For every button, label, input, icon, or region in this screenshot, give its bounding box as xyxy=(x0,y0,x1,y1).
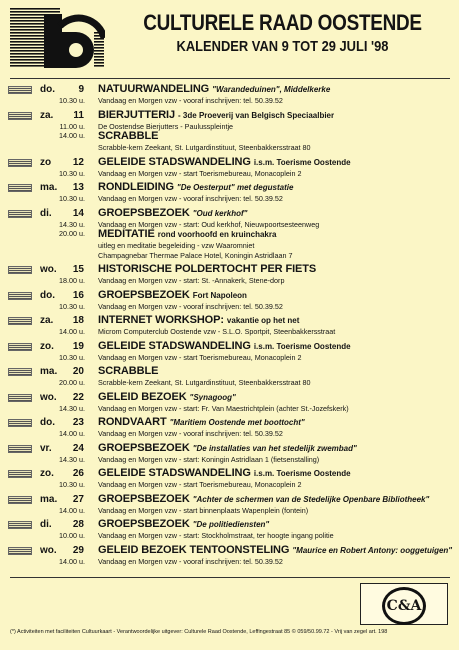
event-title xyxy=(98,493,429,505)
event-date: 18 xyxy=(72,315,84,326)
event-title xyxy=(98,442,357,454)
event-header xyxy=(8,494,452,506)
event-header xyxy=(8,264,452,276)
event-title-detail: "Maurice en Robert Antony: ooggetuigen" xyxy=(292,545,453,555)
event-title xyxy=(98,181,293,193)
event-detail-row xyxy=(8,229,452,241)
event-header xyxy=(8,366,452,378)
event-detail-row xyxy=(8,429,452,439)
event-title-main: MEDITATIE xyxy=(98,228,155,240)
event-detail-row xyxy=(8,251,452,261)
event-detail: Scrabble-kern Zeekant, St. Lutgardinstituut, Steenbakkersstraat 80 xyxy=(98,143,311,152)
event-day: za. xyxy=(40,109,54,121)
event-item xyxy=(8,84,452,106)
checkbox-marker-icon xyxy=(8,86,32,94)
checkbox-marker-icon xyxy=(8,317,32,325)
event-item xyxy=(8,290,452,312)
event-item xyxy=(8,157,452,179)
event-day: do. xyxy=(40,84,55,95)
event-header xyxy=(8,110,452,122)
event-detail: Vandaag en Morgen vzw - vooraf inschrijven: tel. 50.39.52 xyxy=(98,194,283,203)
event-title-main: SCRABBLE xyxy=(98,365,159,377)
event-title xyxy=(98,544,452,556)
checkbox-marker-icon xyxy=(8,159,32,167)
event-detail: Vandaag en Morgen vzw - start: St. -Annakerk, Stene-dorp xyxy=(98,276,285,285)
event-time: 10.30 u. xyxy=(59,301,85,311)
event-item xyxy=(8,315,452,337)
event-time: 14.00 u. xyxy=(59,429,85,438)
event-header xyxy=(8,290,452,302)
event-title xyxy=(98,365,158,377)
event-header xyxy=(8,208,452,220)
event-time: 14.30 u. xyxy=(59,219,85,229)
event-detail-row xyxy=(8,131,452,143)
sponsor-box xyxy=(360,583,448,625)
event-header xyxy=(8,157,452,169)
event-detail-row xyxy=(8,96,452,106)
checkbox-marker-icon xyxy=(8,184,32,192)
checkbox-marker-icon xyxy=(8,343,32,351)
event-item xyxy=(8,443,452,465)
ca-logo: C&A xyxy=(382,587,426,625)
event-title-main: GELEIDE STADSWANDELING xyxy=(98,467,251,479)
event-item xyxy=(8,264,452,286)
event-day: ma. xyxy=(40,366,58,377)
event-time: 10.30 u. xyxy=(59,480,85,489)
event-time: 20.00 u. xyxy=(59,229,85,238)
event-date: 12 xyxy=(72,156,84,168)
event-title-main: GELEIDE STADSWANDELING xyxy=(98,339,251,352)
event-detail-row xyxy=(8,480,452,490)
page-title: CULTURELE RAAD OOSTENDE xyxy=(143,10,422,35)
checkbox-marker-icon xyxy=(8,470,32,478)
event-date: 11 xyxy=(73,109,84,121)
event-title-main: GROEPSBEZOEK xyxy=(98,206,190,219)
event-detail-row xyxy=(8,241,452,251)
event-date: 26 xyxy=(72,468,84,479)
event-title xyxy=(98,207,247,219)
event-header xyxy=(8,545,452,557)
event-title-main: NATUURWANDELING xyxy=(98,83,210,95)
event-date: 9 xyxy=(78,84,84,95)
event-date: 14 xyxy=(72,207,84,219)
event-item xyxy=(8,341,452,363)
event-item xyxy=(8,366,452,388)
event-detail-row xyxy=(8,506,452,516)
event-detail-row xyxy=(8,531,452,541)
event-detail: Scrabble-kern Zeekant, St. Lutgardinstituut, Steenbakkersstraat 80 xyxy=(98,378,311,387)
event-detail: Vandaag en Morgen vzw - start Toerismebureau, Monacoplein 2 xyxy=(98,352,302,362)
checkbox-marker-icon xyxy=(8,445,32,453)
event-day: zo xyxy=(40,156,52,168)
event-detail: Champagnebar Thermae Palace Hotel, Koningin Astridlaan 7 xyxy=(98,250,293,260)
event-title-main: BIERJUTTERIJ xyxy=(98,108,176,121)
event-day: ma. xyxy=(40,182,58,193)
event-header xyxy=(8,392,452,404)
event-header xyxy=(8,519,452,531)
event-header xyxy=(8,182,452,194)
event-title-detail: i.s.m. Toerisme Oostende xyxy=(253,341,351,351)
event-detail-row xyxy=(8,194,452,204)
event-detail: Vandaag en Morgen vzw - start: Oud kerkhof, Nieuwpoortsesteenweg xyxy=(98,219,320,229)
event-date: 16 xyxy=(72,289,84,301)
event-date: 27 xyxy=(72,493,84,505)
event-time: 18.00 u. xyxy=(59,276,85,285)
event-title-detail: "Synagoog" xyxy=(189,392,236,402)
event-title-detail: "De Oesterput" met degustatie xyxy=(176,183,294,192)
event-detail-row xyxy=(8,378,452,388)
event-title-main: SCRABBLE xyxy=(98,130,159,142)
event-item xyxy=(8,468,452,490)
event-header xyxy=(8,341,452,353)
event-day: do. xyxy=(40,289,55,301)
event-detail-row xyxy=(8,455,452,465)
event-date: 23 xyxy=(72,417,84,428)
event-title xyxy=(98,467,351,479)
divider xyxy=(10,577,450,578)
checkbox-marker-icon xyxy=(8,112,32,120)
event-detail: De Oostendse Bierjutters - Paulusspleintje xyxy=(98,121,234,131)
event-day: zo. xyxy=(40,468,54,479)
event-detail-row xyxy=(8,276,452,286)
event-date: 15 xyxy=(72,264,84,275)
event-date: 29 xyxy=(72,544,84,556)
event-title xyxy=(98,314,299,326)
event-time: 14.00 u. xyxy=(59,327,85,336)
event-item xyxy=(8,392,452,414)
event-item xyxy=(8,519,452,541)
event-day: di. xyxy=(40,207,52,219)
event-item xyxy=(8,110,452,153)
event-detail: Vandaag en Morgen vzw - start: Stockholmstraat, ter hoogte ingang politie xyxy=(98,531,334,540)
event-detail: Microm Computerclub Oostende vzw - S.L.O. Sportpit, Steenbakkersstraat xyxy=(98,327,336,336)
event-time: 14.00 u. xyxy=(59,131,85,140)
event-time: 20.00 u. xyxy=(59,378,85,387)
event-list xyxy=(8,84,452,570)
checkbox-marker-icon xyxy=(8,292,32,300)
event-header xyxy=(8,315,452,327)
event-day: ma. xyxy=(40,493,58,505)
event-title-detail: "Warandeduinen", Middelkerke xyxy=(212,85,331,94)
event-day: za. xyxy=(40,315,54,326)
checkbox-marker-icon xyxy=(8,210,32,218)
event-title xyxy=(98,518,269,530)
event-time: 10.30 u. xyxy=(59,96,85,105)
event-date: 20 xyxy=(72,366,84,377)
event-title-detail: - 3de Proeverij van Belgisch Speciaalbier xyxy=(178,110,335,120)
event-time: 11.00 u. xyxy=(59,121,85,131)
event-header xyxy=(8,443,452,455)
event-title-main: RONDLEIDING xyxy=(98,181,174,193)
event-detail: Vandaag en Morgen vzw - vooraf inschrijven: tel. 50.39.52 xyxy=(98,429,283,438)
event-day: wo. xyxy=(40,544,57,556)
event-header xyxy=(8,468,452,480)
event-title-detail: "Oud kerkhof" xyxy=(192,208,248,218)
event-title-main: HISTORISCHE POLDERTOCHT PER FIETS xyxy=(98,263,317,275)
event-detail: Vandaag en Morgen vzw - start: Fr. Van Maestrichtplein (achter St.-Jozefskerk) xyxy=(98,403,349,413)
header xyxy=(10,8,450,76)
event-title-detail: "Achter de schermen van de Stedelijke Openbare Bibliotheek" xyxy=(192,494,430,504)
culturele-raad-logo xyxy=(10,8,105,68)
event-detail: Vandaag en Morgen vzw - start Toerismebureau, Monacoplein 2 xyxy=(98,168,302,178)
event-title xyxy=(98,156,351,168)
checkbox-marker-icon xyxy=(8,394,32,402)
page-subtitle: KALENDER VAN 9 TOT 29 JULI '98 xyxy=(176,38,389,55)
event-title-main: GROEPSBEZOEK xyxy=(98,492,190,505)
event-time: 14.30 u. xyxy=(59,403,85,413)
event-day: di. xyxy=(40,519,52,530)
event-title-detail: "Maritiem Oostende met boottocht" xyxy=(169,418,305,427)
divider xyxy=(10,78,450,79)
event-time: 10.30 u. xyxy=(59,194,85,203)
event-title-main: GELEID BEZOEK xyxy=(98,390,187,403)
event-title-detail: i.s.m. Toerisme Oostende xyxy=(253,157,351,167)
event-title xyxy=(98,83,330,95)
event-date: 22 xyxy=(72,391,84,403)
event-date: 13 xyxy=(72,182,84,193)
event-title xyxy=(98,340,351,352)
event-time: 14.00 u. xyxy=(59,505,85,515)
event-title-main: RONDVAART xyxy=(98,416,167,428)
event-title xyxy=(98,109,334,121)
event-day: wo. xyxy=(40,264,57,275)
event-detail: Vandaag en Morgen vzw - vooraf inschrijven: tel. 50.39.52 xyxy=(98,301,283,311)
checkbox-marker-icon xyxy=(8,266,32,274)
checkbox-marker-icon xyxy=(8,521,32,529)
event-item xyxy=(8,545,452,567)
event-detail-row xyxy=(8,557,452,567)
event-title xyxy=(98,130,158,142)
event-title-main: GROEPSBEZOEK xyxy=(98,288,190,301)
event-title-main: GROEPSBEZOEK xyxy=(98,518,190,530)
event-detail-row xyxy=(8,143,452,153)
event-date: 19 xyxy=(72,340,84,352)
event-title-main: GROEPSBEZOEK xyxy=(98,441,190,454)
event-title xyxy=(98,416,305,428)
event-title-detail: rond voorhoofd en kruinchakra xyxy=(157,230,277,239)
event-detail-row xyxy=(8,327,452,337)
event-detail-row xyxy=(8,404,452,414)
event-title xyxy=(98,228,276,240)
event-time: 10.30 u. xyxy=(59,352,85,362)
event-item xyxy=(8,417,452,439)
event-detail-row xyxy=(8,302,452,312)
event-item xyxy=(8,208,452,261)
event-header xyxy=(8,417,452,429)
event-title xyxy=(98,391,236,403)
event-detail: Vandaag en Morgen vzw - start: Koningin Astridlaan 1 (fietsenstalling) xyxy=(98,454,320,464)
checkbox-marker-icon xyxy=(8,496,32,504)
event-detail: uitleg en meditatie begeleiding - vzw Waaromniet xyxy=(98,241,255,250)
event-time: 14.30 u. xyxy=(59,454,85,464)
event-title-main: INTERNET WORKSHOP: xyxy=(98,314,224,326)
checkbox-marker-icon xyxy=(8,547,32,555)
event-day: zo. xyxy=(40,340,54,352)
event-header xyxy=(8,84,452,96)
event-title xyxy=(98,289,247,301)
event-date: 24 xyxy=(72,442,84,454)
event-detail: Vandaag en Morgen vzw - start binnenplaats Wapenplein (fontein) xyxy=(98,505,309,515)
event-title xyxy=(98,263,316,275)
event-title-detail: vakantie op het net xyxy=(226,316,300,325)
event-title-detail: Fort Napoleon xyxy=(192,290,247,300)
event-day: do. xyxy=(40,417,55,428)
event-title-detail: i.s.m. Toerisme Oostende xyxy=(253,469,351,478)
event-title-main: GELEIDE STADSWANDELING xyxy=(98,155,251,168)
event-detail-row xyxy=(8,169,452,179)
footer-note: (*) Activiteiten met faciliteiten Cultuurkaart - Verantwoordelijke uitgever: Culturele Raad Oostende, Leffingestraat 85 © 059/50.99.72 - Vrij van zegel art. 198 xyxy=(10,629,388,635)
event-item xyxy=(8,182,452,204)
event-detail: Vandaag en Morgen vzw - vooraf inschrijven: tel. 50.39.52 xyxy=(98,96,283,105)
event-title-detail: "De politiediensten" xyxy=(192,520,270,529)
event-title-main: GELEID BEZOEK TENTOONSTELING xyxy=(98,543,290,556)
event-date: 28 xyxy=(72,519,84,530)
event-day: wo. xyxy=(40,391,57,403)
event-detail-row xyxy=(8,122,452,132)
checkbox-marker-icon xyxy=(8,368,32,376)
event-title-detail: "De installaties van het stedelijk zwembad" xyxy=(192,443,357,453)
event-detail: Vandaag en Morgen vzw - start Toerismebureau, Monacoplein 2 xyxy=(98,480,302,489)
event-day: vr. xyxy=(40,442,52,454)
event-time: 10.30 u. xyxy=(59,168,85,178)
event-time: 14.00 u. xyxy=(59,556,85,566)
event-detail: Vandaag en Morgen vzw - vooraf inschrijven: tel. 50.39.52 xyxy=(98,556,283,566)
event-detail-row xyxy=(8,353,452,363)
event-time: 10.00 u. xyxy=(59,531,85,540)
event-item xyxy=(8,494,452,516)
checkbox-marker-icon xyxy=(8,419,32,427)
